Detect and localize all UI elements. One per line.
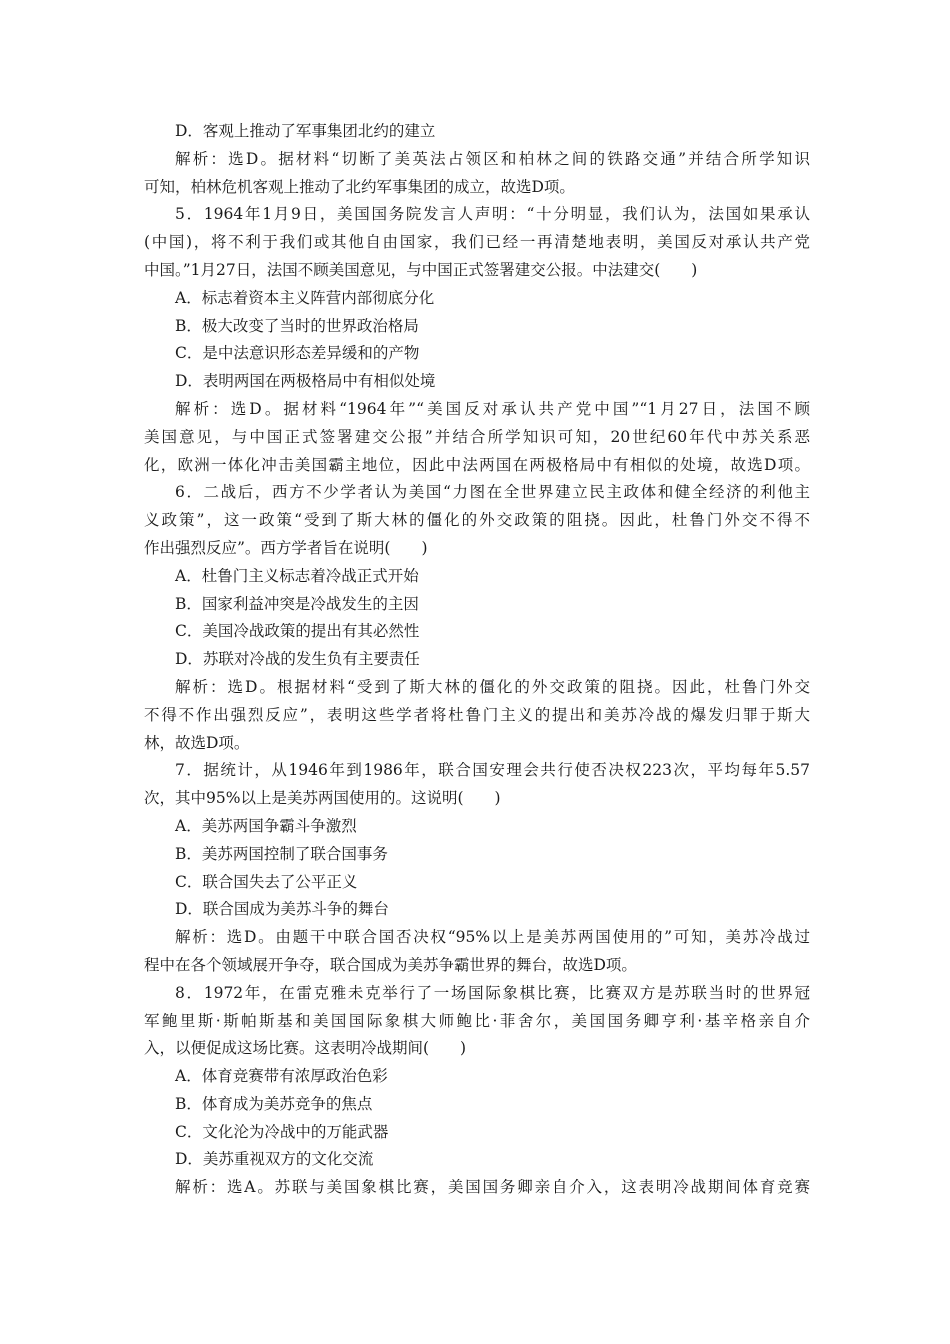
text-line: D．客观上推动了军事集团北约的建立 <box>175 122 436 140</box>
text-line: B．国家利益冲突是冷战发生的主因 <box>175 594 419 613</box>
text-line: 美国意见，与中国正式签署建交公报”并结合所学知识可知，20世纪60年代中苏关系恶 <box>144 427 810 446</box>
text-line: C．联合国失去了公平正义 <box>175 872 358 891</box>
text-line: C．美国冷战政策的提出有其必然性 <box>175 622 420 641</box>
text-line: 6．二战后，西方不少学者认为美国“力图在全世界建立民主政体和健全经济的利他主 <box>175 483 810 502</box>
text-line: 中国。”1月27日，法国不顾美国意见，与中国正式签署建交公报。中法建交( ) <box>144 260 698 279</box>
text-line: 5．1964年1月9日，美国国务院发言人声明：“十分明显，我们认为，法国如果承认 <box>175 205 810 224</box>
text-line: 7．据统计，从1946年到1986年，联合国安理会共行使否决权223次，平均每年5.57 <box>175 761 810 780</box>
text-line: 程中在各个领域展开争夺，联合国成为美苏争霸世界的舞台，故选D项。 <box>144 955 637 974</box>
text-line: B．体育成为美苏竞争的焦点 <box>175 1094 373 1113</box>
text-line: 解析：选D。据材料“切断了美英法占领区和柏林之间的铁路交通”并结合所学知识 <box>175 149 810 168</box>
text-line: 解析：选A。苏联与美国象棋比赛，美国国务卿亲自介入，这表明冷战期间体育竞赛 <box>175 1178 810 1197</box>
text-line: 8．1972年，在雷克雅未克举行了一场国际象棋比赛，比赛双方是苏联当时的世界冠 <box>175 983 810 1002</box>
text-line: 解析：选D。根据材料“受到了斯大林的僵化的外交政策的阻挠。因此，杜鲁门外交 <box>175 677 810 696</box>
text-line: 解析：选D。据材料“1964年”“美国反对承认共产党中国”“1月27日，法国不顾 <box>175 399 810 418</box>
text-line: 林，故选D项。 <box>144 733 250 752</box>
text-line: D．表明两国在两极格局中有相似处境 <box>175 372 436 391</box>
text-line: A．体育竞赛带有浓厚政治色彩 <box>175 1067 388 1086</box>
text-line: D．美苏重视双方的文化交流 <box>175 1150 374 1169</box>
text-line: 不得不作出强烈反应”，表明这些学者将杜鲁门主义的提出和美苏冷战的爆发归罪于斯大 <box>144 705 810 724</box>
text-line: D．联合国成为美苏斗争的舞台 <box>175 900 389 919</box>
text-line: 次，其中95%以上是美苏两国使用的。这说明( ) <box>144 789 501 808</box>
text-line: 化，欧洲一体化冲击美国霸主地位，因此中法两国在两极格局中有相似的处境，故选D项。 <box>144 455 810 474</box>
text-line: 可知，柏林危机客观上推动了北约军事集团的成立，故选D项。 <box>144 177 575 196</box>
text-line: 解析：选D。由题干中联合国否决权“95%以上是美苏两国使用的”可知，美苏冷战过 <box>175 928 810 947</box>
text-line: A．标志着资本主义阵营内部彻底分化 <box>175 288 435 307</box>
text-line: C．文化沦为冷战中的万能武器 <box>175 1122 389 1141</box>
text-line: 军鲍里斯·斯帕斯基和美国国际象棋大师鲍比·菲舍尔，美国国务卿亨利·基辛格亲自介 <box>144 1011 810 1030</box>
text-line: 义政策”，这一政策“受到了斯大林的僵化的外交政策的阻挠。因此，杜鲁门外交不得不 <box>144 511 810 530</box>
text-line: A．美苏两国争霸斗争激烈 <box>175 816 357 835</box>
text-line: A．杜鲁门主义标志着冷战正式开始 <box>175 566 419 585</box>
text-line: (中国)，将不利于我们或其他自由国家，我们已经一再清楚地表明，美国反对承认共产党 <box>144 233 810 252</box>
text-line: 作出强烈反应”。西方学者旨在说明( ) <box>144 538 428 557</box>
document-page <box>144 118 810 1202</box>
text-line: C．是中法意识形态差异缓和的产物 <box>175 344 420 363</box>
text-line: B．极大改变了当时的世界政治格局 <box>175 316 419 335</box>
text-line: B．美苏两国控制了联合国事务 <box>175 844 388 863</box>
text-line: 入，以便促成这场比赛。这表明冷战期间( ) <box>144 1039 467 1058</box>
text-line: D．苏联对冷战的发生负有主要责任 <box>175 650 420 669</box>
